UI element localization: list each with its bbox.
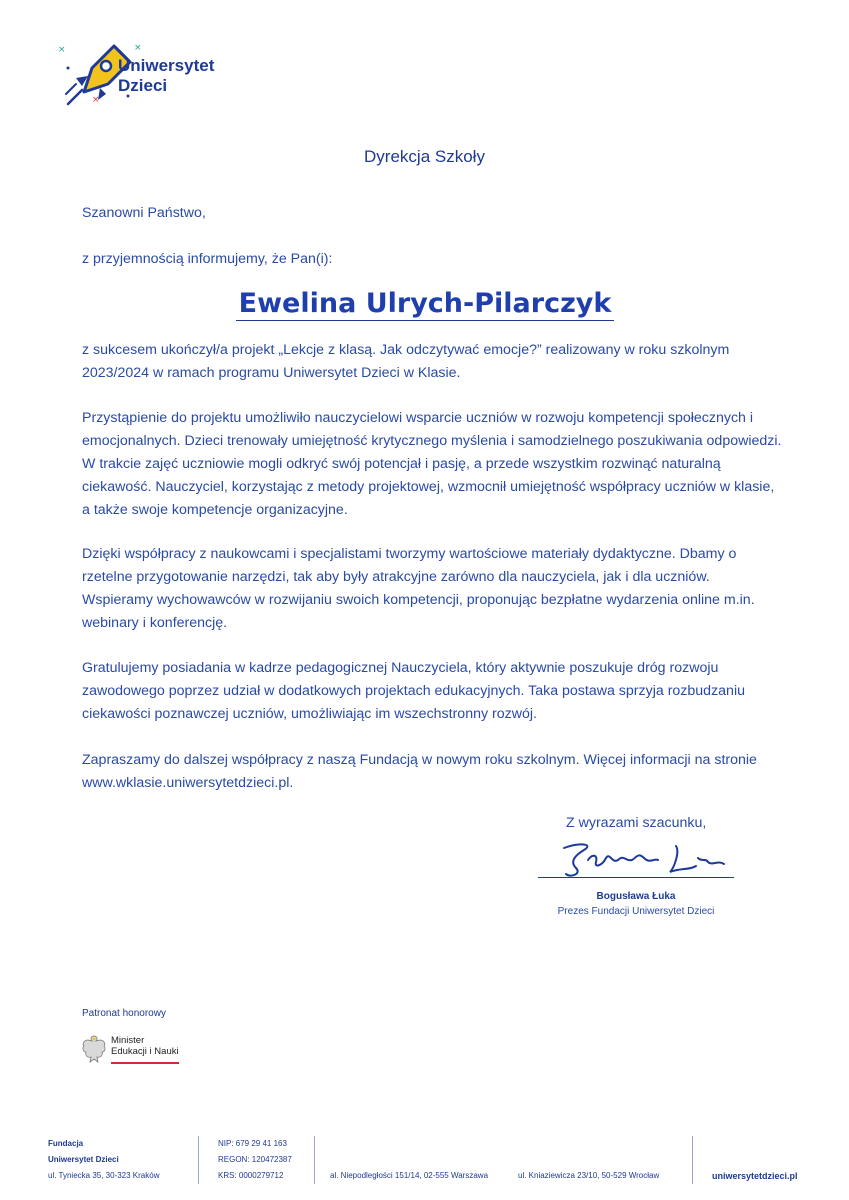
footer-regon: REGON: 120472387 (218, 1155, 292, 1164)
minister-line-2: Edukacji i Nauki (111, 1046, 179, 1057)
footer-org-line-2: Uniwersytet Dzieci (48, 1155, 119, 1164)
recipient-heading: Dyrekcja Szkoły (364, 147, 485, 166)
closing-text: Z wyrazami szacunku, (566, 815, 707, 831)
salutation: Szanowni Państwo, (82, 205, 206, 221)
footer-address-warszawa: al. Niepodległości 151/14, 02-555 Warszawa (330, 1171, 489, 1180)
svg-text:×: × (134, 43, 142, 53)
footer-registry (218, 1136, 292, 1184)
paragraph-3: Dzięki współpracy z naukowcami i specjalistami tworzymy wartościowe materiały dydaktyczne. Dbamy o rzetelne przygotowanie narzędzi, tak aby były atrakcyjne zarówno dla nauczyciela, jak i dla uczniów. Wspieramy wychowawców w rozwijaniu swoich kompetencji, proponując bezpłatne wydarzenia online m.in. webinary i konferencję. (82, 546, 755, 631)
logo-wordmark (118, 56, 214, 96)
minister-label (111, 1035, 179, 1057)
paragraph-1: z sukcesem ukończył/a projekt „Lekcje z klasą. Jak odczytywać emocje?” realizowany w roku szkolnym 2023/2024 w ramach programu Uniwersytet Dzieci w Klasie. (82, 342, 730, 381)
minister-underline (111, 1062, 179, 1064)
eagle-emblem-icon (80, 1032, 108, 1066)
paragraph-2: Przystąpienie do projektu umożliwiło nauczycielowi wsparcie uczniów w rozwoju kompetencji społecznych i emocjonalnych. Dzieci trenowały umiejętność krytycznego myślenia i samodzielnego poszukiwania odpowiedzi. W trakcie zajęć uczniowie mogli odkryć swój potencjał i pasję, a przede wszystkim rozwinąć naturalną ciekawość. Nauczyciel, korzystając z metody projektowej, wzmocnił umiejętność współpracy uczniów w klasie, a także swoje kompetencje organizacyjne. (82, 410, 782, 518)
footer-address-krakow: ul. Tyniecka 35, 30-323 Kraków (48, 1171, 160, 1180)
signer-role: Prezes Fundacji Uniwersytet Dzieci (557, 906, 715, 917)
handwritten-signature (540, 838, 740, 880)
footer-separator (692, 1136, 693, 1184)
svg-text:×: × (92, 95, 100, 105)
footer-separator (198, 1136, 199, 1184)
intro-text: z przyjemnością informujemy, że Pan(i): (82, 251, 333, 267)
footer-address-wroclaw: ul. Kniaziewicza 23/10, 50-529 Wrocław (518, 1171, 660, 1180)
patronage-label: Patronat honorowy (82, 1008, 166, 1019)
footer-website-link[interactable]: uniwersytetdzieci.pl (712, 1171, 798, 1181)
footer-separator (314, 1136, 315, 1184)
footer-nip: NIP: 679 29 41 163 (218, 1139, 287, 1148)
footer-krs: KRS: 0000279712 (218, 1171, 284, 1180)
svg-text:×: × (58, 45, 66, 55)
logo-line-2: Dzieci (118, 76, 168, 95)
paragraph-4: Gratulujemy posiadania w kadrze pedagogicznej Nauczyciela, który aktywnie poszukuje dróg rozwoju zawodowego poprzez udział w dodatkowych projektach edukacyjnych. Taka postawa sprzyja rozbudzaniu ciekawości poznawczej uczniów, umożliwiając im wszechstronny rozwój. (82, 660, 745, 722)
recipient-name: Ewelina Ulrych-Pilarczyk (238, 288, 612, 319)
name-underline (236, 320, 614, 321)
footer-org-line-1: Fundacja (48, 1139, 84, 1148)
signature-line (538, 877, 734, 878)
footer-organization (48, 1136, 159, 1184)
logo-line-1: Uniwersytet (118, 56, 215, 75)
signer-name: Bogusława Łuka (596, 891, 676, 902)
minister-line-1: Minister (111, 1035, 145, 1046)
paragraph-5: Zapraszamy do dalszej współpracy z naszą Fundacją w nowym roku szkolnym. Więcej informacji na stronie www.wklasie.uniwersytetdzieci.pl. (82, 752, 757, 791)
